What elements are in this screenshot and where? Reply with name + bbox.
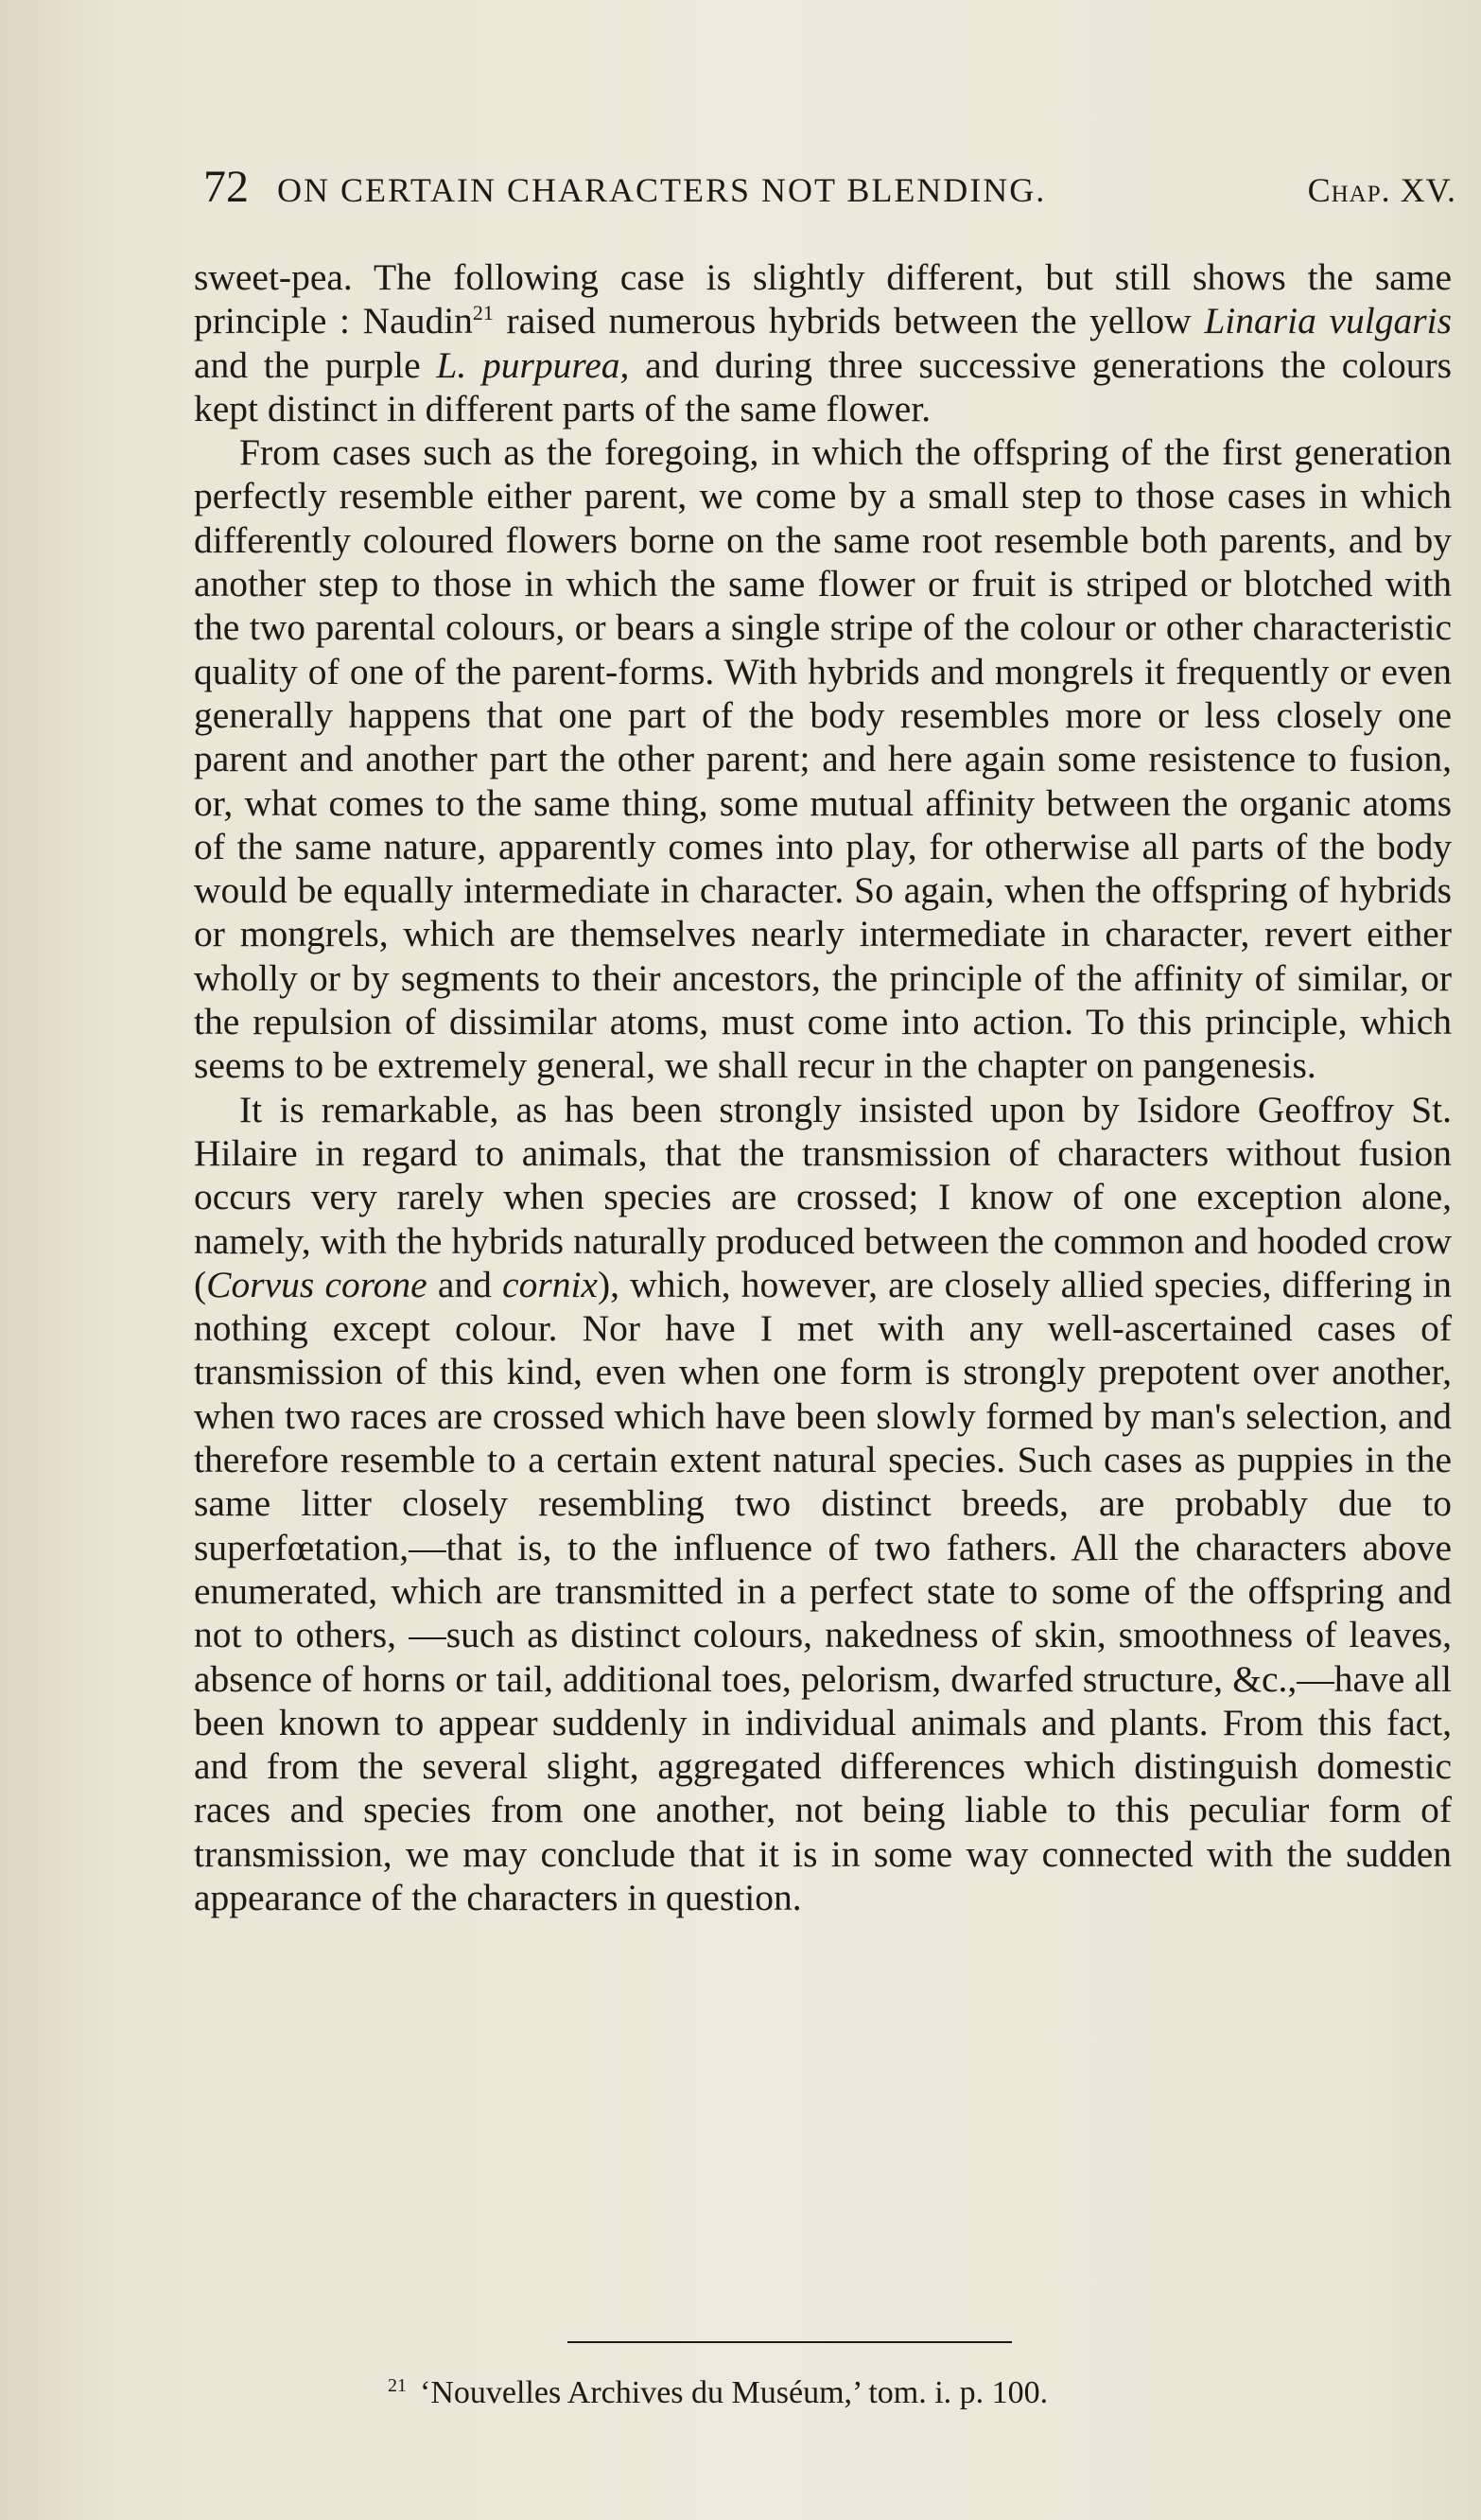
text-segment: sweet-pea. The following case is slightly different, but still shows the same principle : Naudin [194,256,1452,342]
text-segment: ), which, however, are closely allied species, differing in nothing except colour. Nor have I met with any well-ascertained cases of transmission of this kind, even when one form is strongly prepotent over another, when two races are crossed which have been slowly formed by man's selection, and therefore resemble to a certain extent natural species. Such cases as puppies in the same litter closely resembling two distinct breeds, are probably due to superfœtation,—that is, to the influence of two fathers. All the characters above enumerated, which are transmitted in a perfect state to some of the offspring and not to others, —such as distinct colours, nakedness of skin, smoothness of leaves, absence of horns or tail, additional toes, pelorism, dwarfed structure, &c.,—have all been known to appear suddenly in individual animals and plants. From this fact, and from the several slight, aggregated differences which distinguish domestic races and species from one another, not being liable to this peculiar form of transmission, we may conclude that it is in some way connected with the sudden appearance of the characters in question. [194,1263,1452,1918]
body-text [194,255,1452,1919]
text-segment: and the purple [194,343,437,386]
text-segment: raised numerous hybrids between the yellow [493,300,1205,342]
running-title: ON CERTAIN CHARACTERS NOT BLENDING. [277,171,1047,209]
paragraph [194,255,1452,430]
text-segment: and [427,1263,503,1305]
paragraph [194,1088,1452,1920]
footnote-number: 21 [388,2375,407,2396]
footnote-divider [567,2341,1012,2343]
italic-text: L. purpurea, [436,343,630,386]
text-segment: and during three successive generations the colours kept distinct in different parts of the same flower. [194,343,1452,429]
text-segment: From cases such as the foregoing, in which the offspring of the first generation perfectly resemble either parent, we come by a small step to those cases in which differently coloured flowers borne on the same root resemble both parents, and by another step to those in which the same flower or fruit is striped or blotched with the two parental colours, or bears a single stripe of the colour or other characteristic quality of one of the parent-forms. With hybrids and mongrels it frequently or even generally happens that one part of the body resembles more or less closely one parent and another part the other parent; and here again some resistence to fusion, or, what comes to the same thing, some mutual affinity between the organic atoms of the same nature, apparently comes into play, for otherwise all parts of the body would be equally intermediate in character. So again, when the offspring of hybrids or mongrels, which are themselves nearly intermediate in character, revert either wholly or by segments to their ancestors, the principle of the affinity of similar, or the repulsion of dissimilar atoms, must come into action. To this principle, which seems to be extremely general, we shall recur in the chapter on pangenesis. [194,431,1452,1087]
footnote-text: ‘Nouvelles Archives du Muséum,’ tom. i. p. 100. [420,2375,1049,2410]
paragraph [194,430,1452,1087]
italic-text: Linaria vulgaris [1204,300,1452,342]
footnote-reference: 21 [472,301,494,325]
page-number: 72 [203,162,249,212]
chapter-label: Chap. XV. [1307,171,1456,209]
italic-text: Corvus corone [206,1263,427,1305]
italic-text: cornix [502,1263,598,1305]
footnote [388,2365,1333,2414]
text-segment: It is remarkable, as has been strongly insisted upon by Isidore Geoffroy St. Hilaire in regard to animals, that the transmission of characters without fusion occurs very rarely when species are crossed; I know of one exception alone, namely, with the hybrids naturally produced between the common and hooded crow ( [194,1088,1452,1305]
running-header [203,161,1456,218]
